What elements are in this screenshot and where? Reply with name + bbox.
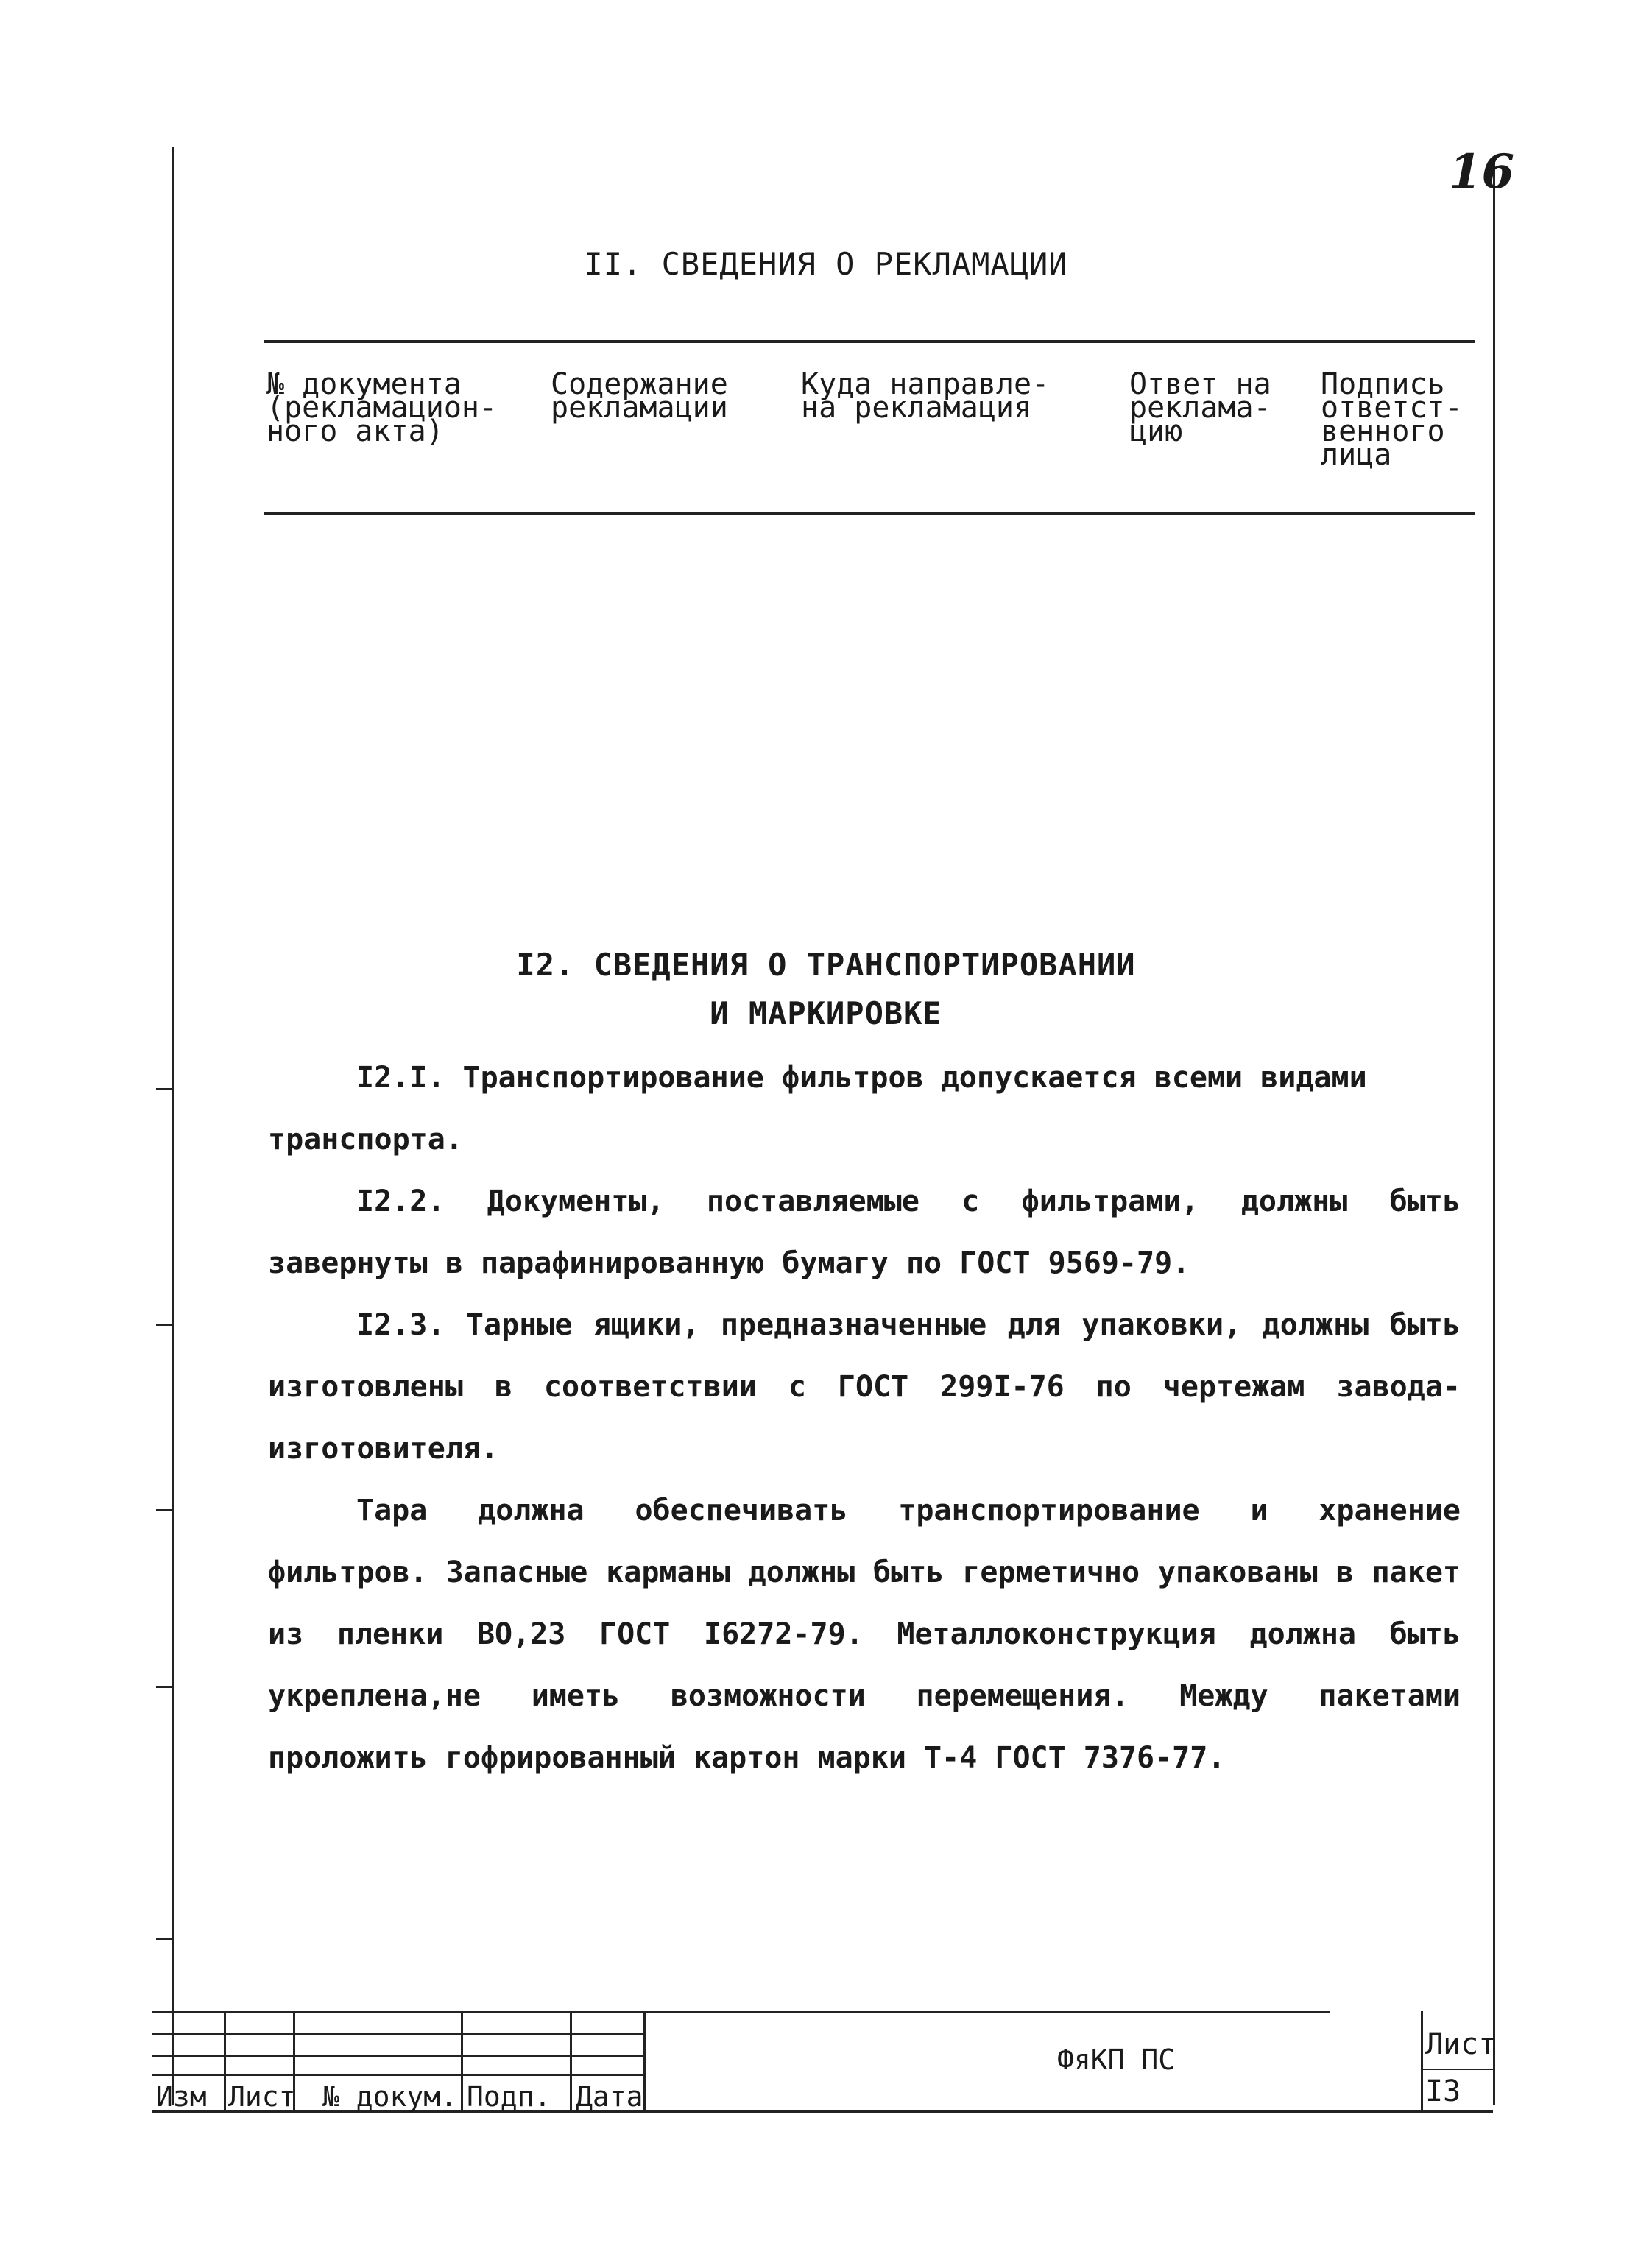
stamp-label-date: Дата [576, 2080, 643, 2113]
section-12-title-line2: И МАРКИРОВКЕ [710, 995, 942, 1031]
section-12-title-line1: I2. СВЕДЕНИЯ О ТРАНСПОРТИРОВАНИИ [516, 947, 1136, 983]
stamp-line [224, 2011, 226, 2111]
margin-tick [156, 1938, 174, 1940]
section-11-title: II. СВЕДЕНИЯ О РЕКЛАМАЦИИ [584, 246, 1068, 282]
paragraph-12-3: I2.3. Тарные ящики, предназначенные для упаковки, должны быть изготовлены в соответствии с ГОСТ 299I-76 по чертежам завода-изготовителя. [268, 1308, 1461, 1466]
table-top-rule [264, 340, 1475, 343]
paragraph-packaging: Тара должна обеспечивать транспортирование и хранение фильтров. Запасные карманы должны быть герметично упакованы в пакет из пленки ВО,23 ГОСТ I6272-79. Металлоконструкция должна быть укреплена,не иметь возможности перемещения. Между пакетами проложить гофрированный картон марки Т-4 ГОСТ 7376-77. [268, 1494, 1461, 1775]
frame-right-border [1493, 162, 1495, 2105]
column-header-signature: Подпись ответст- венного лица [1321, 367, 1463, 472]
frame-left-border [172, 147, 174, 2105]
stamp-line [152, 2011, 1330, 2013]
stamp-label-sheet: Лист [228, 2080, 296, 2113]
sheet-number: I3 [1425, 2074, 1461, 2108]
stamp-line [643, 2011, 646, 2111]
document-code: ФяКП ПС [1057, 2044, 1176, 2076]
margin-tick [156, 1509, 174, 1511]
stamp-label-change: Изм [156, 2080, 207, 2113]
section-12-body [268, 1047, 1461, 1789]
stamp-label-document-number: № докум. [322, 2080, 458, 2113]
column-header-claim-response: Ответ на реклама- цию [1129, 367, 1271, 448]
column-header-claim-content: Содержание рекламации [551, 367, 728, 425]
stamp-line [1421, 2011, 1423, 2111]
stamp-label-signature: Подп. [467, 2080, 551, 2113]
column-header-document-number: № документа (рекламацион- ного акта) [266, 367, 498, 448]
margin-tick [156, 1324, 174, 1326]
stamp-line [1421, 2069, 1493, 2070]
stamp-line [461, 2011, 463, 2111]
margin-tick [156, 1686, 174, 1688]
column-header-claim-destination: Куда направле- на рекламация [801, 367, 1050, 425]
paragraph-12-1: I2.I. Транспортирование фильтров допускается всеми видами транспорта. [268, 1061, 1367, 1157]
page-number: 16 [1449, 144, 1515, 199]
title-block-stamp [152, 2011, 1497, 2113]
margin-tick [156, 1088, 174, 1090]
sheet-label: Лист [1425, 2027, 1497, 2061]
stamp-line [570, 2011, 572, 2111]
paragraph-12-2: I2.2. Документы, поставляемые с фильтрами, должны быть завернуты в парафинированную бумагу по ГОСТ 9569-79. [268, 1184, 1461, 1280]
table-header-bottom-rule [264, 512, 1475, 515]
